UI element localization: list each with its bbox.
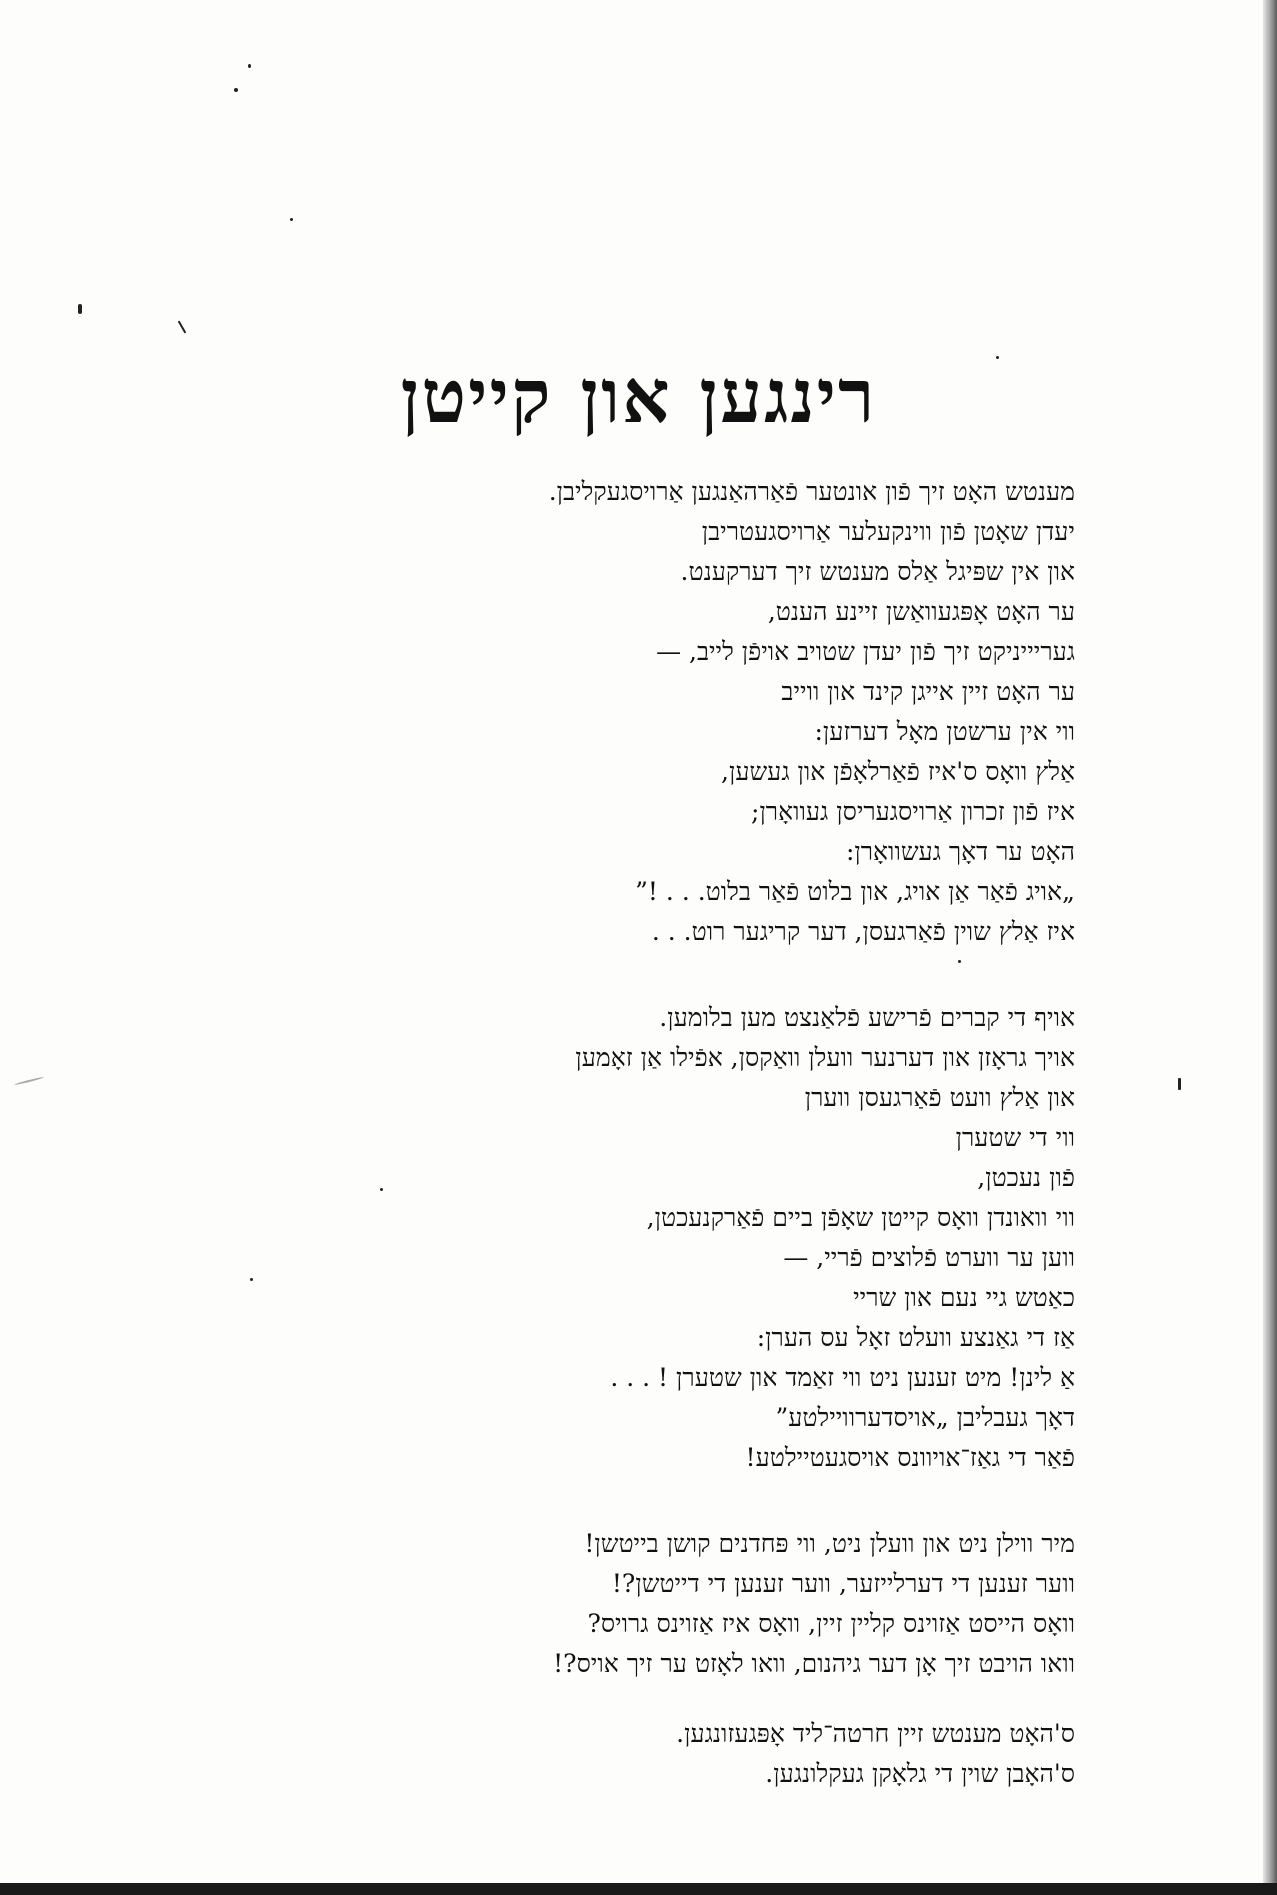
poem-line: וואָס הייסט אַזוינס קליין זיין, וואָס איז אַזוינס גרויס? xyxy=(587,1609,1075,1638)
poem-title: רינגען און קייטן xyxy=(400,354,877,440)
poem-line: האָט ער דאָך געשוואָרן: xyxy=(845,837,1075,866)
poem-line: ווי וואונדן וואָס קייטן שאָפֿן ביים פֿאַרקנעכטן, xyxy=(646,1203,1075,1232)
poem-line: ווי די שטערן xyxy=(955,1123,1075,1152)
poem-line: דאָך געבליבן „אויסדערוויילטע” xyxy=(775,1403,1075,1432)
poem-line: און אַלץ וועט פֿאַרגעסן ווערן xyxy=(804,1083,1075,1112)
poem-line: ווי אין ערשטן מאָל דערזען: xyxy=(814,717,1075,746)
poem-line: ווער זענען די דערלייזער, ווער זענען די דייטשן?! xyxy=(611,1569,1075,1598)
poem-line: כאַטש גיי נעם און שריי xyxy=(853,1283,1075,1312)
poem-line: אויך גראָזן און דערנער וועלן וואַקסן, אפֿילו אַן זאָמען xyxy=(575,1043,1075,1072)
poem-line: ער האָט זיין אייגן קינד און ווייב xyxy=(781,677,1075,706)
poem-line: וואו הויבט זיך אָן דער גיהנום, וואו לאָזט ער זיך אויס?! xyxy=(553,1649,1075,1678)
poem-line: ער האָט אָפּגעוואַשן זיינע הענט, xyxy=(767,597,1075,626)
poem-line: און אין שפּיגל אַלס מענטש זיך דערקענט. xyxy=(680,557,1075,586)
scan-speck xyxy=(958,960,961,963)
poem-line: אַלץ וואָס ס'איז פֿאַרלאָפֿן און געשען, xyxy=(721,757,1075,786)
scan-speck xyxy=(14,1076,44,1085)
scan-speck xyxy=(1178,1078,1181,1090)
scan-speck xyxy=(290,218,293,221)
poem-line: איז פֿון זכרון אַרויסגעריסן געוואָרן; xyxy=(751,797,1075,826)
poem-line: „אויג פֿאַר אַן אויג, און בלוט פֿאַר בלוט. . . !” xyxy=(635,877,1075,906)
poem-line: אַ לינן! מיט זענען ניט ווי זאַמד און שטערן ! . . . xyxy=(610,1363,1075,1392)
poem-line: אַז די גאַנצע וועלט זאָל עס הערן: xyxy=(756,1323,1075,1352)
poem-line: ווען ער ווערט פֿלוצים פֿריי, — xyxy=(783,1243,1075,1272)
poem-line: איז אַלץ שוין פֿאַרגעסן, דער קריגער רוט. . . xyxy=(651,917,1075,946)
scan-speck xyxy=(234,88,238,92)
poem-line: מיר ווילן ניט און וועלן ניט, ווי פּחדנים קושן בייטשן! xyxy=(584,1529,1075,1558)
scan-speck xyxy=(178,320,187,333)
poem-line: ס'האָבן שוין די גלאָקן געקלונגען. xyxy=(765,1759,1075,1788)
scan-speck xyxy=(380,1188,383,1191)
poem-line: פֿון נעכטן, xyxy=(977,1163,1075,1192)
poem-line: אויף די קברים פֿרישע פֿלאַנצט מען בלומען. xyxy=(659,1003,1075,1032)
page-bottom-edge xyxy=(0,1883,1277,1895)
poem-line: יעדן שאָטן פֿון ווינקעלער אַרויסגעטריבן xyxy=(701,517,1075,546)
scan-speck xyxy=(250,1278,253,1281)
poem-line: ס'האָט מענטש זיין חרטה־ליד אָפּגעזונגען. xyxy=(676,1719,1075,1748)
poem-line: געריייניקט זיך פֿון יעדן שטויב אויפֿן לייב, — xyxy=(656,637,1075,666)
page-binding-edge xyxy=(1263,0,1277,1895)
poem-line: מענטש האָט זיך פֿון אונטער פֿאַרהאַנגען אַרויסגעקליבן. xyxy=(548,477,1075,506)
poem-line: פֿאַר די גאַז־אויוונס אויסגעטיילטע! xyxy=(745,1443,1075,1472)
scan-speck xyxy=(78,304,82,314)
scan-speck xyxy=(248,64,251,68)
